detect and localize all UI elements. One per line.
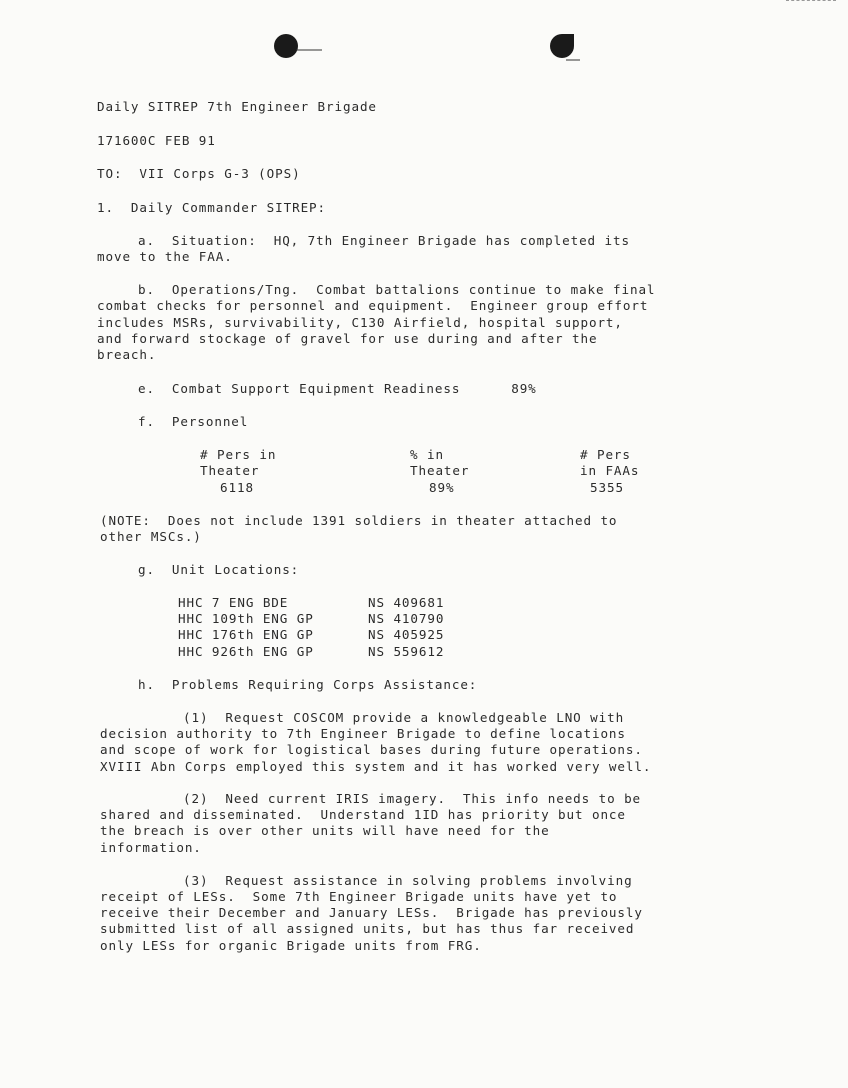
punch-hole-left-icon — [272, 32, 324, 62]
para-b-line: combat checks for personnel and equipment. Engineer group effort — [97, 298, 649, 313]
para-h-heading: h. Problems Requiring Corps Assistance: — [138, 677, 478, 692]
table-cell: 6118 — [220, 480, 254, 495]
para-a-line: move to the FAA. — [97, 249, 233, 264]
table-cell: 89% — [429, 480, 455, 495]
addressee: TO: VII Corps G-3 (OPS) — [97, 166, 301, 181]
para-b-line: breach. — [97, 347, 157, 362]
date-time-group: 171600C FEB 91 — [97, 133, 216, 148]
para-h3-line: receive their December and January LESs. Brigade has previously — [100, 905, 643, 920]
table-header: Theater — [410, 463, 470, 478]
unit-name: HHC 7 ENG BDE — [178, 595, 289, 610]
para-f-heading: f. Personnel — [138, 414, 249, 429]
unit-grid: NS 409681 — [368, 595, 445, 610]
para-h3-line: only LESs for organic Brigade units from FRG. — [100, 938, 482, 953]
table-header: % in — [410, 447, 444, 462]
document-title: Daily SITREP 7th Engineer Brigade — [97, 99, 377, 114]
para-h1-line: and scope of work for logistical bases during future operations. — [100, 742, 643, 757]
para-b-line: b. Operations/Tng. Combat battalions continue to make final — [138, 282, 656, 297]
para-h1-line: (1) Request COSCOM provide a knowledgeable LNO with — [183, 710, 625, 725]
para-a-line: a. Situation: HQ, 7th Engineer Brigade has completed its — [138, 233, 630, 248]
note-line: (NOTE: Does not include 1391 soldiers in theater attached to — [100, 513, 618, 528]
para-h1-line: XVIII Abn Corps employed this system and it has worked very well. — [100, 759, 652, 774]
para-h3-line: submitted list of all assigned units, but has thus far received — [100, 921, 635, 936]
unit-grid: NS 410790 — [368, 611, 445, 626]
para-e-readiness: e. Combat Support Equipment Readiness 89% — [138, 381, 537, 396]
unit-name: HHC 109th ENG GP — [178, 611, 314, 626]
unit-name: HHC 926th ENG GP — [178, 644, 314, 659]
unit-name: HHC 176th ENG GP — [178, 627, 314, 642]
table-header: Theater — [200, 463, 260, 478]
para-h2-line: the breach is over other units will have need for the — [100, 823, 550, 838]
unit-grid: NS 405925 — [368, 627, 445, 642]
note-line: other MSCs.) — [100, 529, 202, 544]
para-h2-line: information. — [100, 840, 202, 855]
para-h3-line: (3) Request assistance in solving problems involving — [183, 873, 633, 888]
para-h2-line: (2) Need current IRIS imagery. This info needs to be — [183, 791, 642, 806]
para-h2-line: shared and disseminated. Understand 1ID has priority but once — [100, 807, 626, 822]
para-h1-line: decision authority to 7th Engineer Brigade to define locations — [100, 726, 626, 741]
punch-hole-right-icon — [548, 32, 584, 64]
scan-artifact — [786, 0, 836, 3]
table-header: # Pers — [580, 447, 631, 462]
para-h3-line: receipt of LESs. Some 7th Engineer Brigade units have yet to — [100, 889, 618, 904]
para-b-line: includes MSRs, survivability, C130 Airfield, hospital support, — [97, 315, 623, 330]
section-heading: 1. Daily Commander SITREP: — [97, 200, 327, 215]
para-g-heading: g. Unit Locations: — [138, 562, 300, 577]
unit-grid: NS 559612 — [368, 644, 445, 659]
table-header: # Pers in — [200, 447, 277, 462]
table-cell: 5355 — [590, 480, 624, 495]
table-header: in FAAs — [580, 463, 640, 478]
para-b-line: and forward stockage of gravel for use during and after the — [97, 331, 598, 346]
